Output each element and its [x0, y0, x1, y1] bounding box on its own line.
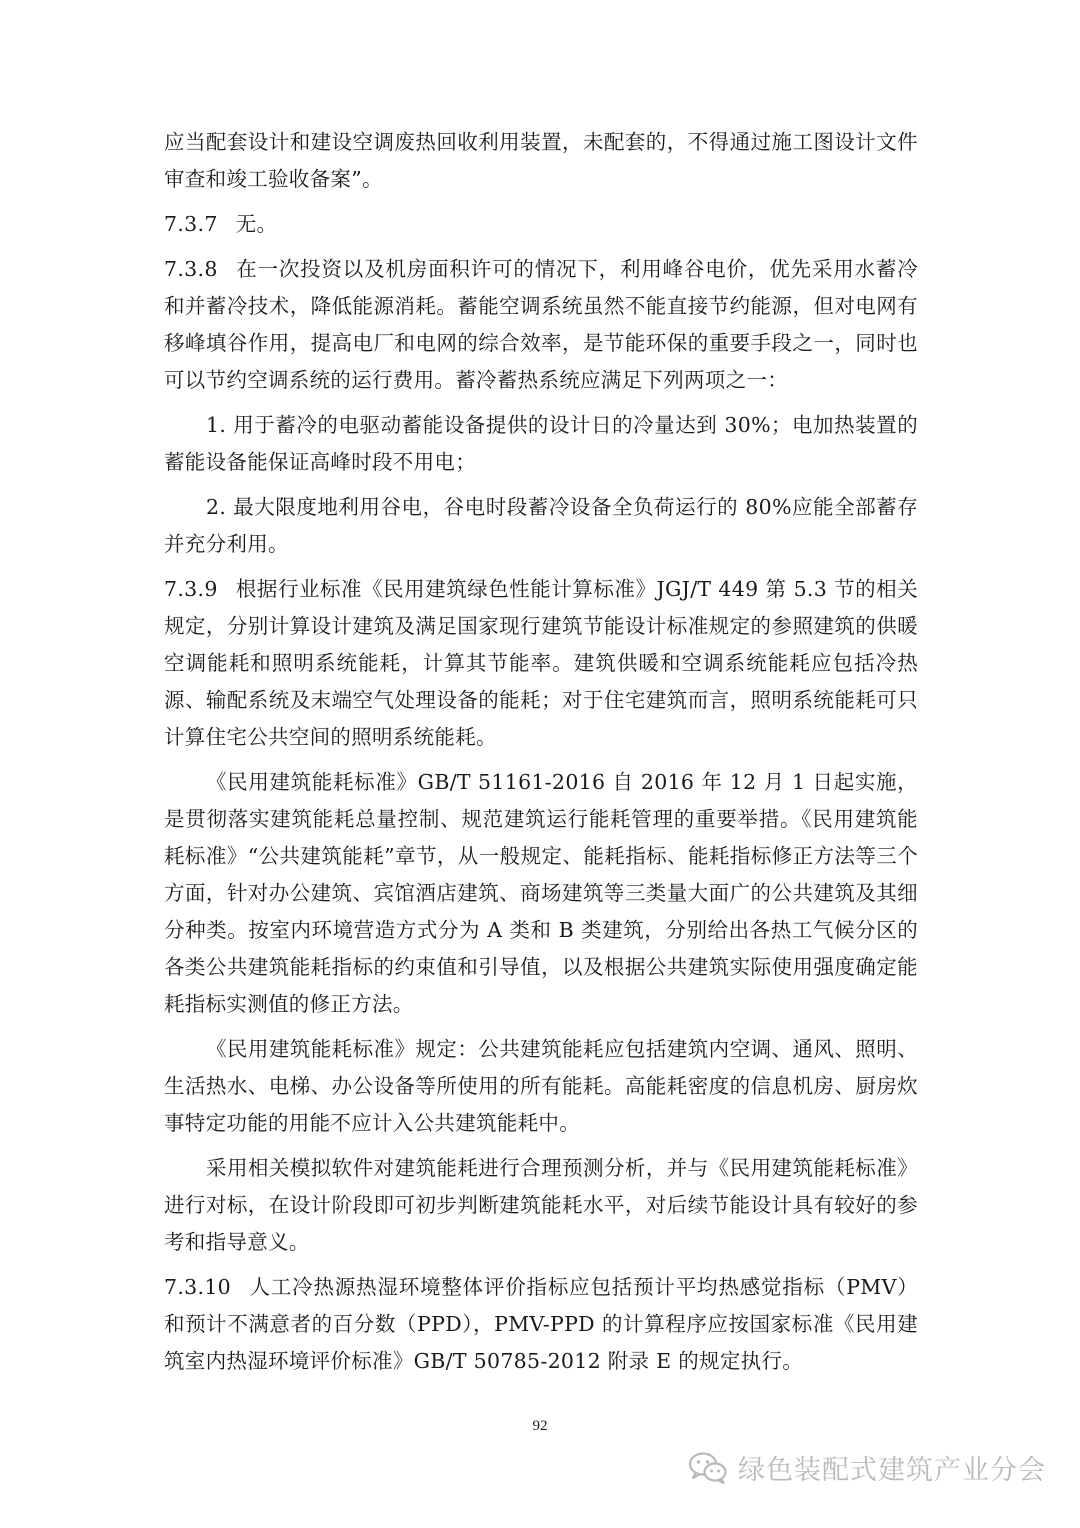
clause-text: 无。: [235, 212, 278, 236]
clause-number: 7.3.8: [164, 257, 218, 281]
list-item-1: 1. 用于蓄冷的电驱动蓄能设备提供的设计日的冷量达到 30%；电加热装置的蓄能设备能保证高峰时段不用电；: [164, 413, 918, 474]
clause-7-3-10: [164, 1269, 918, 1380]
watermark-text: 绿色装配式建筑产业分会: [738, 1455, 1046, 1486]
clause-text: 根据行业标准《民用建筑绿色性能计算标准》JGJ/T 449 第 5.3 节的相关规定，分别计算设计建筑及满足国家现行建筑节能设计标准规定的参照建筑的供暖空调能耗和照明系统能耗，计算其节能率。建筑供暖和空调系统能耗应包括冷热源、输配系统及末端空气处理设备的能耗；对于住宅建筑而言，照明系统能耗可只计算住宅公共空间的照明系统能耗。: [164, 577, 918, 749]
list-item-2: 2. 最大限度地利用谷电，谷电时段蓄冷设备全负荷运行的 80%应能全部蓄存并充分利用。: [164, 495, 918, 556]
watermark: [688, 1448, 1046, 1487]
clause-text: 在一次投资以及机房面积许可的情况下，利用峰谷电价，优先采用水蓄冷和并蓄冷技术，降低能源消耗。蓄能空调系统虽然不能直接节约能源，但对电网有移峰填谷作用，提高电厂和电网的综合效率，是节能环保的重要手段之一，同时也可以节约空调系统的运行费用。蓄冷蓄热系统应满足下列两项之一：: [164, 257, 918, 392]
document-body: [164, 124, 918, 1388]
paragraph-energy-standard: 《民用建筑能耗标准》GB/T 51161-2016 自 2016 年 12 月 1 日起实施，是贯彻落实建筑能耗总量控制、规范建筑运行能耗管理的重要举措。《民用建筑能耗标准》“公共建筑能耗”章节，从一般规定、能耗指标、能耗指标修正方法等三个方面，针对办公建筑、宾馆酒店建筑、商场建筑等三类量大面广的公共建筑及其细分种类。按室内环境营造方式分为 A 类和 B 类建筑，分别给出各热工气候分区的各类公共建筑能耗指标的约束值和引导值，以及根据公共建筑实际使用强度确定能耗指标实测值的修正方法。: [164, 770, 918, 1016]
clause-text: 人工冷热源热湿环境整体评价指标应包括预计平均热感觉指标（PMV）和预计不满意者的百分数（PPD），PMV-PPD 的计算程序应按国家标准《民用建筑室内热湿环境评价标准》GB/T 50785-2012 附录 E 的规定执行。: [164, 1275, 918, 1373]
clause-7-3-7: [164, 206, 918, 243]
paragraph-simulation: 采用相关模拟软件对建筑能耗进行合理预测分析，并与《民用建筑能耗标准》进行对标，在设计阶段即可初步判断建筑能耗水平，对后续节能设计具有较好的参考和指导意义。: [164, 1156, 918, 1254]
page-number: 92: [532, 1418, 548, 1434]
wechat-icon: [688, 1451, 728, 1485]
paragraph-energy-scope: 《民用建筑能耗标准》规定：公共建筑能耗应包括建筑内空调、通风、照明、生活热水、电梯、办公设备等所使用的所有能耗。高能耗密度的信息机房、厨房炊事特定功能的用能不应计入公共建筑能耗中。: [164, 1037, 918, 1135]
clause-number: 7.3.7: [164, 212, 218, 236]
clause-number: 7.3.10: [164, 1275, 232, 1299]
clause-7-3-9: [164, 571, 918, 756]
clause-number: 7.3.9: [164, 577, 218, 601]
clause-7-3-8: [164, 251, 918, 399]
paragraph-continued: 应当配套设计和建设空调废热回收利用装置，未配套的，不得通过施工图设计文件审查和竣工验收备案”。: [164, 130, 918, 191]
